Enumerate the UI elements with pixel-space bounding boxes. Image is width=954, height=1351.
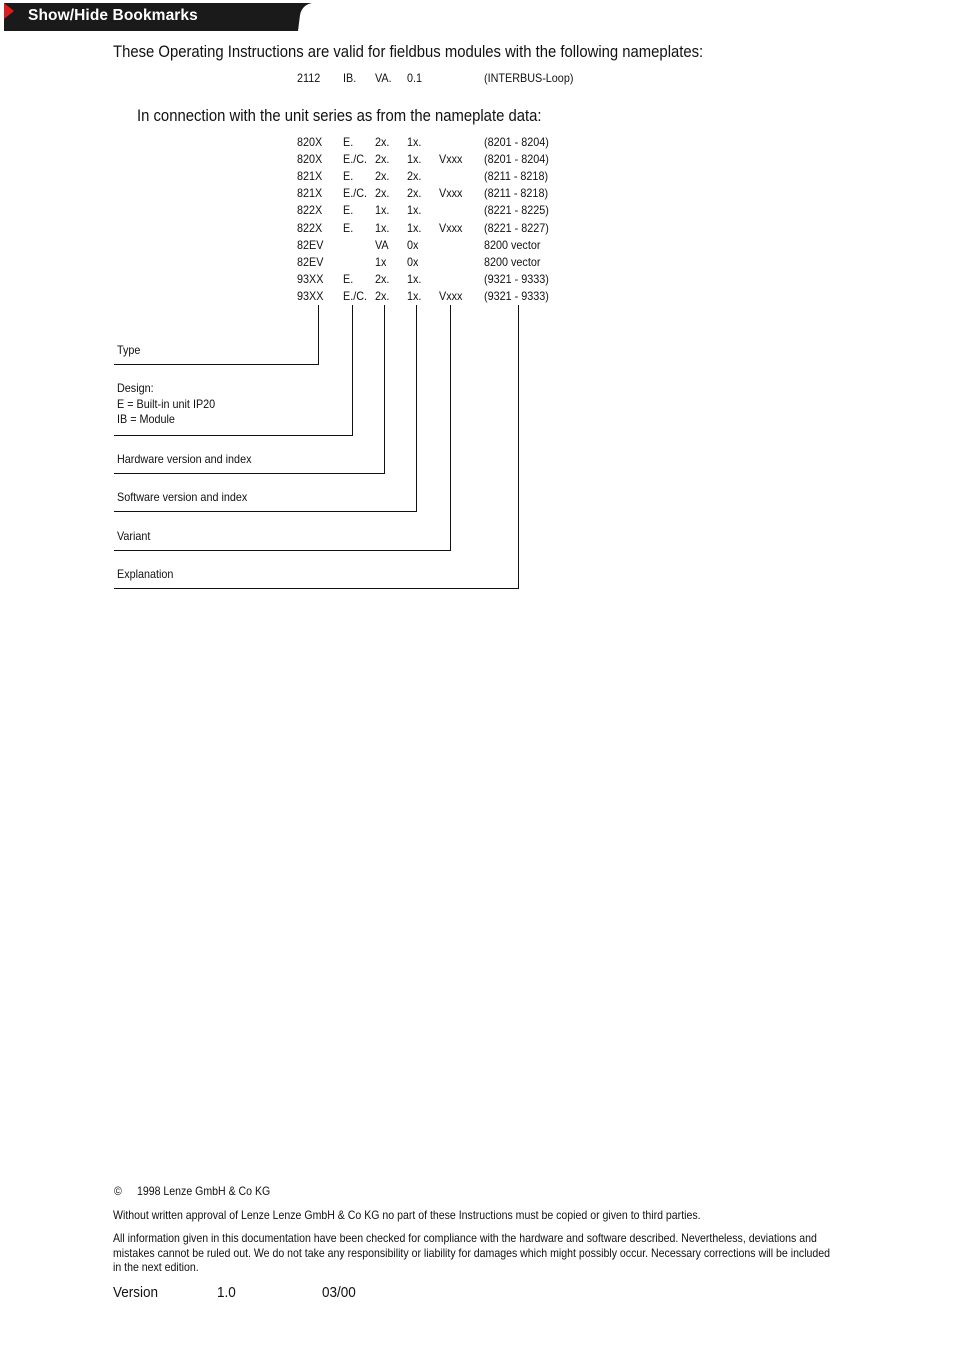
unit-cell-design: E./C. bbox=[343, 288, 368, 303]
unit-cell-variant: Vxxx bbox=[439, 186, 463, 201]
unit-cell-software: 0x bbox=[407, 254, 419, 269]
fieldbus-design: IB. bbox=[343, 71, 357, 85]
variant-connector bbox=[450, 305, 451, 550]
fieldbus-hardware: VA. bbox=[375, 71, 392, 85]
unit-cell-type: 93XX bbox=[297, 288, 324, 303]
unit-cell-design: E./C. bbox=[343, 152, 368, 167]
unit-cell-software: 1x. bbox=[407, 271, 422, 286]
fieldbus-explanation: (INTERBUS-Loop) bbox=[484, 71, 574, 85]
copyright-symbol: © bbox=[114, 1184, 122, 1198]
version-label: Version bbox=[113, 1284, 159, 1301]
legend-explanation: Explanation bbox=[117, 567, 174, 581]
triangle-right-icon bbox=[4, 3, 14, 19]
unit-cell-type: 822X bbox=[297, 203, 323, 218]
variant-underline bbox=[114, 550, 451, 551]
legend-design-ib: IB = Module bbox=[117, 412, 175, 426]
unit-cell-hardware: 1x. bbox=[375, 203, 390, 218]
unit-cell-type: 82EV bbox=[297, 237, 324, 252]
unit-cell-explanation: 8200 vector bbox=[484, 254, 541, 269]
unit-cell-type: 821X bbox=[297, 186, 323, 201]
legend-design-title: Design: bbox=[117, 381, 154, 395]
explanation-underline bbox=[114, 588, 519, 589]
unit-cell-software: 2x. bbox=[407, 186, 422, 201]
unit-cell-explanation: (8221 - 8227) bbox=[484, 220, 549, 235]
approval-text: Without written approval of Lenze Lenze GmbH & Co KG no part of these Instructions must be copied or given to third parties. bbox=[113, 1208, 701, 1222]
unit-cell-design: E. bbox=[343, 135, 354, 149]
unit-cell-software: 1x. bbox=[407, 220, 422, 235]
unit-cell-type: 82EV bbox=[297, 254, 324, 269]
unit-cell-explanation: (8201 - 8204) bbox=[484, 152, 549, 167]
unit-cell-explanation: (8201 - 8204) bbox=[484, 135, 549, 149]
software-underline bbox=[114, 511, 417, 512]
hardware-underline bbox=[114, 473, 385, 474]
unit-cell-type: 93XX bbox=[297, 271, 324, 286]
type-underline bbox=[114, 364, 319, 365]
explanation-connector bbox=[518, 305, 519, 588]
design-connector bbox=[352, 305, 353, 435]
unit-cell-design: E. bbox=[343, 203, 354, 218]
unit-cell-hardware: 2x. bbox=[375, 152, 390, 167]
unit-cell-software: 1x. bbox=[407, 288, 422, 303]
unit-cell-design: E. bbox=[343, 169, 354, 184]
hardware-connector bbox=[384, 305, 385, 473]
unit-cell-explanation: 8200 vector bbox=[484, 237, 541, 252]
unit-cell-hardware: 2x. bbox=[375, 271, 390, 286]
unit-cell-hardware: 2x. bbox=[375, 186, 390, 201]
disclaimer-line-2: mistakes cannot be ruled out. We do not take any responsibility or liability for damages which might possibly occur. Necessary corrections will be included bbox=[113, 1246, 831, 1260]
unit-cell-software: 1x. bbox=[407, 135, 422, 149]
unit-cell-hardware: 1x. bbox=[375, 220, 390, 235]
unit-cell-hardware: 2x. bbox=[375, 135, 390, 149]
unit-cell-explanation: (9321 - 9333) bbox=[484, 288, 549, 303]
unit-cell-explanation: (8221 - 8225) bbox=[484, 203, 549, 218]
unit-cell-explanation: (8211 - 8218) bbox=[484, 186, 549, 201]
legend-design-e: E = Built-in unit IP20 bbox=[117, 397, 216, 411]
legend-hardware: Hardware version and index bbox=[117, 452, 252, 466]
unit-cell-software: 0x bbox=[407, 237, 419, 252]
show-hide-bookmarks-button[interactable] bbox=[4, 3, 312, 31]
unit-cell-hardware: 2x. bbox=[375, 288, 390, 303]
unit-cell-software: 1x. bbox=[407, 152, 422, 167]
unit-cell-software: 2x. bbox=[407, 169, 422, 184]
unit-cell-design: E. bbox=[343, 271, 354, 286]
version-number: 1.0 bbox=[217, 1284, 236, 1301]
unit-cell-variant: Vxxx bbox=[439, 220, 463, 235]
version-date: 03/00 bbox=[322, 1284, 356, 1301]
unit-cell-explanation: (9321 - 9333) bbox=[484, 271, 549, 286]
unit-cell-design: E. bbox=[343, 220, 354, 235]
design-underline bbox=[114, 435, 353, 436]
unit-cell-software: 1x. bbox=[407, 203, 422, 218]
bookmark-bar-label: Show/Hide Bookmarks bbox=[28, 7, 198, 24]
type-connector bbox=[318, 305, 319, 364]
unit-cell-hardware: 2x. bbox=[375, 169, 390, 184]
disclaimer-line-1: All information given in this documentation have been checked for compliance with the hardware and software described. Nevertheless, deviations and bbox=[113, 1231, 817, 1245]
fieldbus-software: 0.1 bbox=[407, 71, 423, 85]
unit-cell-type: 822X bbox=[297, 220, 323, 235]
legend-software: Software version and index bbox=[117, 490, 248, 504]
unit-cell-hardware: VA bbox=[375, 237, 389, 252]
intro-line: These Operating Instructions are valid for fieldbus modules with the following nameplates: bbox=[113, 43, 704, 61]
disclaimer-line-3: in the next edition. bbox=[113, 1260, 199, 1274]
copyright-text: 1998 Lenze GmbH & Co KG bbox=[137, 1184, 271, 1198]
unit-cell-variant: Vxxx bbox=[439, 152, 463, 167]
unit-cell-variant: Vxxx bbox=[439, 288, 463, 303]
unit-cell-design: E./C. bbox=[343, 186, 368, 201]
fieldbus-type: 2112 bbox=[297, 71, 321, 85]
unit-cell-type: 820X bbox=[297, 135, 323, 149]
software-connector bbox=[416, 305, 417, 511]
unit-cell-explanation: (8211 - 8218) bbox=[484, 169, 549, 184]
legend-variant: Variant bbox=[117, 529, 151, 543]
unit-cell-type: 821X bbox=[297, 169, 323, 184]
legend-type: Type bbox=[117, 343, 141, 357]
series-line: In connection with the unit series as from the nameplate data: bbox=[137, 107, 542, 125]
unit-cell-type: 820X bbox=[297, 152, 323, 167]
unit-cell-hardware: 1x bbox=[375, 254, 387, 269]
